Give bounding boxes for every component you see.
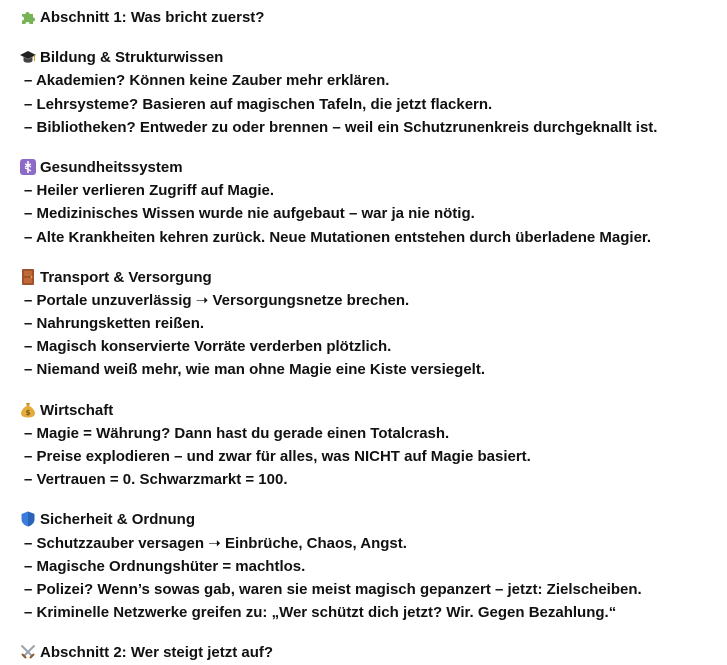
- list-item: – Heiler verlieren Zugriff auf Magie.: [24, 182, 275, 200]
- list-item: – Vertrauen = 0. Schwarzmarkt = 100.: [24, 471, 288, 489]
- medical-symbol-icon: [20, 159, 36, 175]
- list-item: – Nahrungsketten reißen.: [24, 315, 205, 333]
- list-item: – Magisch konservierte Vorräte verderben plötzlich.: [24, 338, 392, 356]
- list-item: – Kriminelle Netzwerke greifen zu: „Wer schützt dich jetzt? Wir. Gegen Bezahlung.“: [24, 604, 617, 622]
- money-bag-icon: [20, 402, 36, 418]
- group-heading: [20, 508, 727, 531]
- puzzle-piece-icon: [20, 9, 36, 25]
- list-item: – Magie = Währung? Dann hast du gerade einen Totalcrash.: [24, 424, 450, 442]
- crossed-swords-icon: [20, 644, 36, 660]
- section-2-title: Abschnitt 2: Wer steigt jetzt auf?: [40, 644, 274, 662]
- group-heading: [20, 266, 727, 289]
- group-heading: [20, 399, 727, 422]
- list-item: – Alte Krankheiten kehren zurück. Neue Mutationen entstehen durch überladene Magier.: [24, 228, 652, 246]
- list-item: – Magische Ordnungshüter = machtlos.: [24, 557, 306, 575]
- list-item: – Schutzzauber versagen ➝ Einbrüche, Chaos, Angst.: [24, 534, 407, 552]
- graduation-cap-icon: [20, 49, 36, 65]
- shield-icon: [20, 511, 36, 527]
- group-heading-label: Wirtschaft: [40, 401, 114, 419]
- section-2-heading: [20, 641, 727, 664]
- list-item: – Lehrsysteme? Basieren auf magischen Tafeln, die jetzt flackern.: [24, 95, 493, 113]
- list-item: – Niemand weiß mehr, wie man ohne Magie eine Kiste versiegelt.: [24, 361, 485, 379]
- list-item: – Medizinisches Wissen wurde nie aufgebaut – war ja nie nötig.: [24, 205, 475, 223]
- list-item: – Polizei? Wenn’s sowas gab, waren sie meist magisch gepanzert – jetzt: Zielscheiben.: [24, 580, 642, 598]
- list-item: – Preise explodieren – und zwar für alles, was NICHT auf Magie basiert.: [24, 448, 531, 465]
- section-1-title: Abschnitt 1: Was bricht zuerst?: [40, 9, 265, 26]
- list-item: – Bibliotheken? Entweder zu oder brennen – weil ein Schutzrunenkreis durchgeknallt ist.: [24, 118, 658, 136]
- group-heading-label: Sicherheit & Ordnung: [40, 511, 196, 529]
- group-heading-label: Bildung & Strukturwissen: [40, 49, 224, 67]
- list-item: – Akademien? Können keine Zauber mehr erklären.: [24, 72, 390, 90]
- section-1-heading: [20, 6, 727, 29]
- svg-text:$: $: [25, 408, 31, 417]
- group-heading: [20, 156, 727, 179]
- group-heading: [20, 46, 727, 69]
- door-icon: [20, 269, 36, 285]
- group-heading-label: Gesundheitssystem: [40, 158, 183, 176]
- list-item: – Portale unzuverlässig ➝ Versorgungsnetze brechen.: [24, 291, 410, 309]
- group-heading-label: Transport & Versorgung: [40, 268, 212, 286]
